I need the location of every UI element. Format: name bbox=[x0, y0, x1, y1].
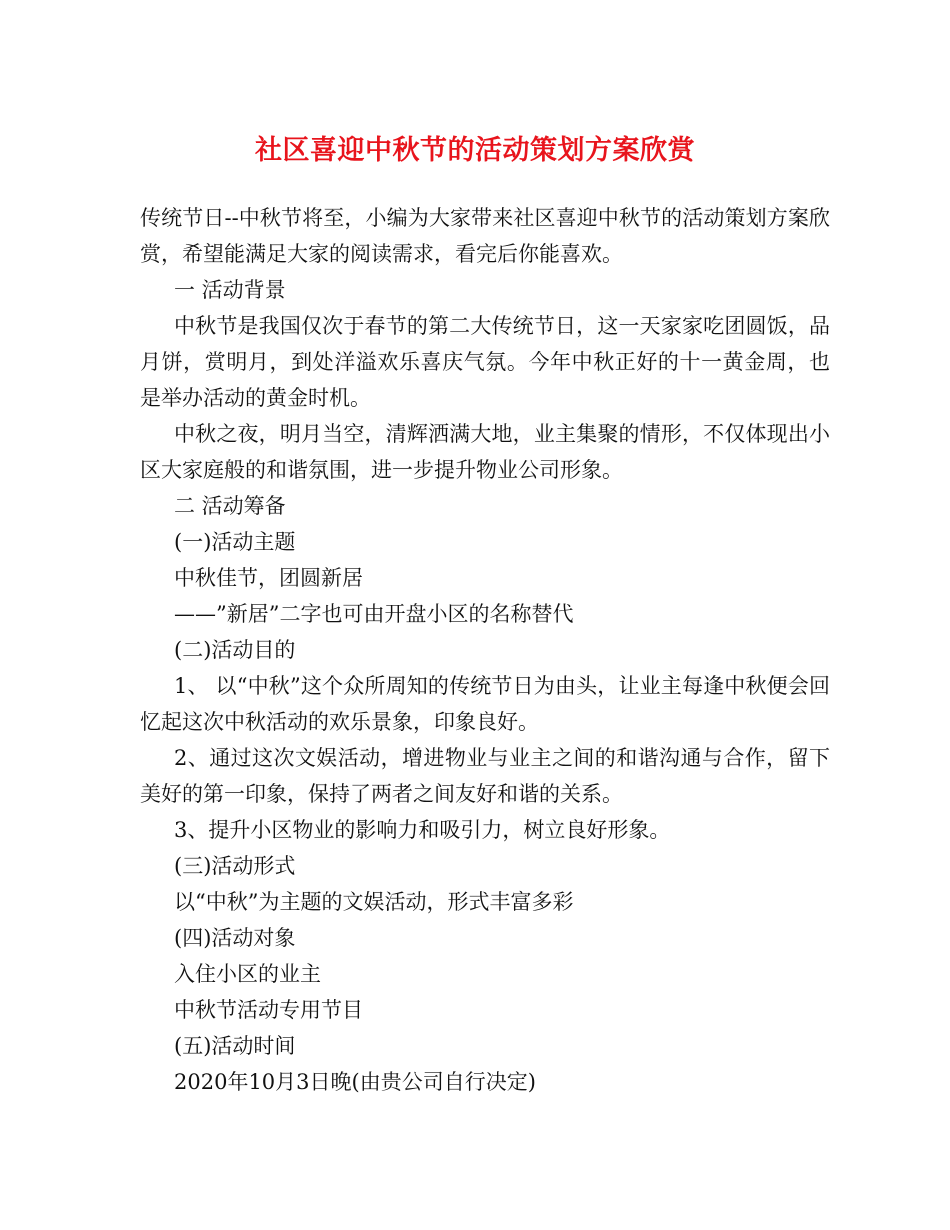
paragraph: 1、 以“中秋”这个众所周知的传统节日为由头，让业主每逢中秋便会回忆起这次中秋活动的欢乐景象，印象良好。 bbox=[140, 674, 830, 734]
paragraph: 中秋之夜，明月当空，清辉洒满大地，业主集聚的情形，不仅体现出小区大家庭般的和谐氛围，进一步提升物业公司形象。 bbox=[140, 422, 830, 482]
document-body bbox=[140, 200, 830, 1100]
paragraph: (四)活动对象 bbox=[174, 926, 296, 950]
paragraph: 中秋佳节，团圆新居 bbox=[174, 566, 363, 590]
paragraph: 传统节日--中秋节将至，小编为大家带来社区喜迎中秋节的活动策划方案欣赏，希望能满足大家的阅读需求，看完后你能喜欢。 bbox=[140, 206, 830, 266]
paragraph: 3、提升小区物业的影响力和吸引力，树立良好形象。 bbox=[174, 818, 671, 842]
paragraph: (三)活动形式 bbox=[174, 854, 296, 878]
paragraph: (一)活动主题 bbox=[174, 530, 296, 554]
paragraph: (五)活动时间 bbox=[174, 1034, 296, 1058]
paragraph: ——”新居”二字也可由开盘小区的名称替代 bbox=[174, 602, 574, 626]
paragraph: 一 活动背景 bbox=[174, 278, 286, 302]
paragraph: 2020年10月3日晚(由贵公司自行决定) bbox=[174, 1070, 536, 1094]
paragraph: 中秋节是我国仅次于春节的第二大传统节日，这一天家家吃团圆饭，品月饼，赏明月，到处洋溢欢乐喜庆气氛。今年中秋正好的十一黄金周，也是举办活动的黄金时机。 bbox=[140, 314, 830, 410]
paragraph: 中秋节活动专用节目 bbox=[174, 998, 363, 1022]
paragraph: 二 活动筹备 bbox=[174, 494, 286, 518]
paragraph: 以“中秋”为主题的文娱活动，形式丰富多彩 bbox=[174, 890, 574, 914]
paragraph: 2、通过这次文娱活动，增进物业与业主之间的和谐沟通与合作，留下美好的第一印象，保持了两者之间友好和谐的关系。 bbox=[140, 746, 830, 806]
paragraph: (二)活动目的 bbox=[174, 638, 296, 662]
document-title: 社区喜迎中秋节的活动策划方案欣赏 bbox=[255, 135, 695, 166]
paragraph: 入住小区的业主 bbox=[174, 962, 321, 986]
